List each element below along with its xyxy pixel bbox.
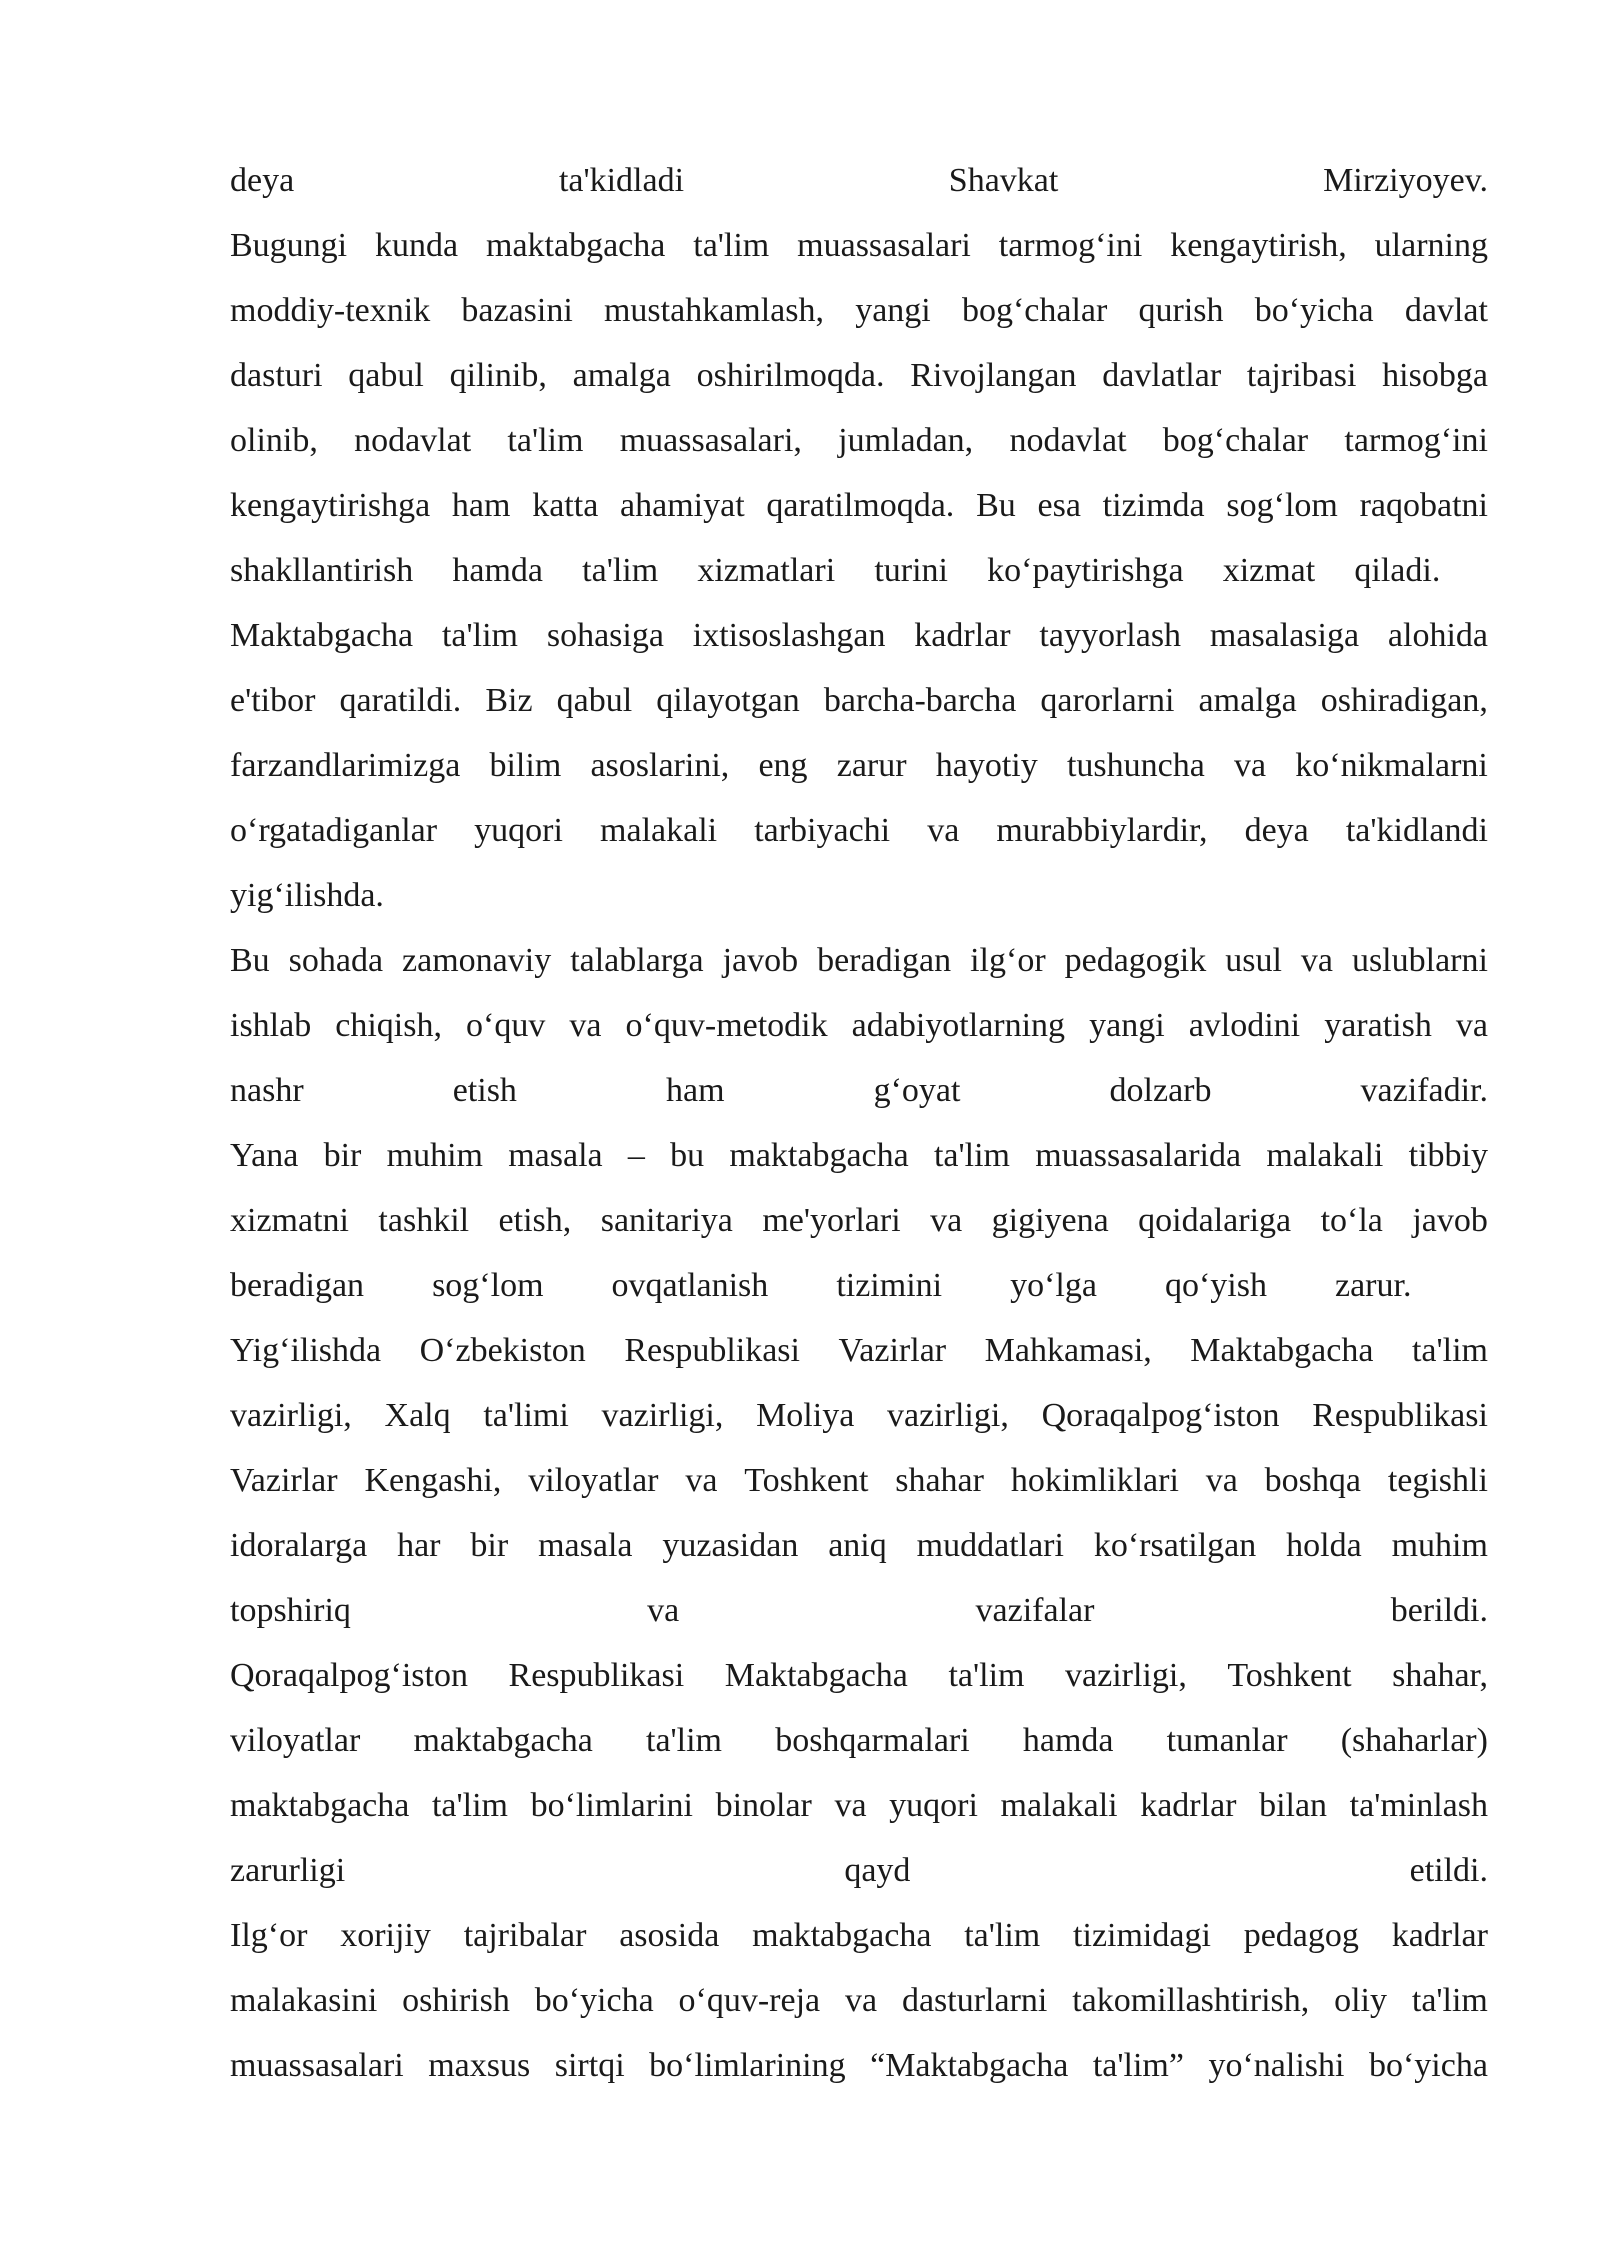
word: ixtisoslashgan: [692, 617, 886, 654]
word: ta'lim: [507, 422, 584, 459]
word: bo‘yicha: [534, 1982, 654, 2019]
word: vazirligi,: [230, 1397, 352, 1434]
word: qiladi.: [1354, 552, 1441, 589]
word: vazirligi,: [1065, 1657, 1187, 1694]
word: talablarga: [570, 942, 704, 979]
word: ham: [666, 1072, 725, 1109]
word: ularning: [1374, 227, 1488, 264]
word: bo‘yicha: [1254, 292, 1374, 329]
word: kengaytirish,: [1170, 227, 1347, 264]
text-line: [230, 1903, 1488, 1968]
word: “Maktabgacha: [870, 2047, 1069, 2084]
word: tarmog‘ini: [1344, 422, 1488, 459]
word: qabul: [348, 357, 424, 394]
word: shahar: [895, 1462, 984, 1499]
text-line: [230, 148, 1488, 213]
word: va: [685, 1462, 718, 1499]
word: maktabgacha: [752, 1917, 932, 1954]
word: amalga: [1198, 682, 1297, 719]
text-line: [230, 473, 1488, 538]
text-line: [230, 278, 1488, 343]
word: qurish: [1138, 292, 1224, 329]
word: ta'lim: [964, 1917, 1041, 1954]
word: Maktabgacha: [1190, 1332, 1374, 1369]
word: oshirish: [402, 1982, 510, 2019]
text-line: [230, 1838, 1488, 1903]
word: oshirilmoqda.: [696, 357, 885, 394]
word: va: [1455, 1007, 1488, 1044]
word: ta'lim: [933, 1137, 1010, 1174]
word: boshqarmalari: [775, 1722, 970, 1759]
word: bir: [470, 1527, 509, 1564]
word: dasturlarni: [901, 1982, 1048, 2019]
word: ta'lim: [693, 227, 770, 264]
text-line: [230, 1123, 1488, 1188]
word: kunda: [375, 227, 459, 264]
word: Respublikasi: [624, 1332, 800, 1369]
word: nashr: [230, 1072, 304, 1109]
word: yangi: [1089, 1007, 1165, 1044]
word: tajribasi: [1246, 357, 1357, 394]
word: xorijiy: [340, 1917, 431, 1954]
text-line: [230, 213, 1488, 278]
word: etish,: [498, 1202, 572, 1239]
word: va: [834, 1787, 867, 1824]
text-line: [230, 668, 1488, 733]
word: jumladan,: [838, 422, 974, 459]
word: e'tibor: [230, 682, 316, 719]
word: xizmatlari: [697, 552, 836, 589]
word: vazirligi,: [887, 1397, 1009, 1434]
text-line: [230, 408, 1488, 473]
word: o‘quv-metodik: [625, 1007, 828, 1044]
word: masala: [538, 1527, 633, 1564]
word: turini: [874, 552, 948, 589]
word: yuzasidan: [662, 1527, 799, 1564]
word: ishlab: [230, 1007, 312, 1044]
word: yo‘lga: [1010, 1267, 1097, 1304]
word: ta'limi: [483, 1397, 569, 1434]
word: Kengashi,: [364, 1462, 502, 1499]
word: farzandlarimizga: [230, 747, 461, 784]
word: O‘zbekiston: [419, 1332, 586, 1369]
word: yangi: [855, 292, 931, 329]
word: Biz: [485, 682, 533, 719]
word: deya: [230, 162, 295, 199]
word: ko‘nikmalarni: [1295, 747, 1488, 784]
word: pedagog: [1243, 1917, 1359, 1954]
word: ta'lim: [1411, 1982, 1488, 2019]
word: qayd: [844, 1852, 911, 1889]
text-line: [230, 1513, 1488, 1578]
word: zamonaviy: [402, 942, 552, 979]
word: Yig‘ilishda: [230, 1332, 382, 1369]
word: tarbiyachi: [754, 812, 891, 849]
word: pedagogik: [1064, 942, 1207, 979]
word: adabiyotlarning: [851, 1007, 1066, 1044]
trailing-space: [1479, 1253, 1488, 1318]
word: kadrlar: [1140, 1787, 1237, 1824]
word: va: [1205, 1462, 1238, 1499]
word: Rivojlangan: [910, 357, 1077, 394]
word: sog‘lom: [1226, 487, 1338, 524]
text-line: [230, 1448, 1488, 1513]
word: o‘quv-reja: [678, 1982, 821, 2019]
text-line: [230, 798, 1488, 863]
word: va: [1233, 747, 1267, 784]
word: xizmatni: [230, 1202, 349, 1239]
word: ahamiyat: [620, 487, 745, 524]
text-line: [230, 1188, 1488, 1253]
word: katta: [532, 487, 599, 524]
word: yuqori: [889, 1787, 978, 1824]
word: tizimini: [836, 1267, 943, 1304]
word: va: [647, 1592, 680, 1629]
word: Respublikasi: [508, 1657, 685, 1694]
text-line: [230, 1383, 1488, 1448]
word: asoslarini,: [590, 747, 730, 784]
word: aniq: [828, 1527, 887, 1564]
word: ham: [451, 487, 511, 524]
word: dasturi: [230, 357, 323, 394]
word: Toshkent: [744, 1462, 869, 1499]
text-line: [230, 1773, 1488, 1838]
word: ta'lim: [1411, 1332, 1488, 1369]
text-line: [230, 1253, 1488, 1318]
word: qilinib,: [449, 357, 547, 394]
word: yuqori: [474, 812, 563, 849]
word: kadrlar: [1391, 1917, 1488, 1954]
word: muhim: [386, 1137, 483, 1174]
text-line: [230, 343, 1488, 408]
word: javob: [1412, 1202, 1488, 1239]
word: muddatlari: [916, 1527, 1064, 1564]
word: qo‘yish: [1164, 1267, 1267, 1304]
word: Bu: [230, 942, 270, 979]
word: sohada: [288, 942, 384, 979]
word: bir: [323, 1137, 362, 1174]
word: muassasalari: [230, 2047, 404, 2084]
word: eng: [758, 747, 808, 784]
word: Yana: [230, 1137, 299, 1174]
word: malakali: [1000, 1787, 1118, 1824]
word: uslublarni: [1351, 942, 1488, 979]
word: muassasalari: [797, 227, 971, 264]
word: Vazirlar: [838, 1332, 947, 1369]
text-line: [230, 733, 1488, 798]
word: vazifalar: [975, 1592, 1095, 1629]
word: avlodini: [1188, 1007, 1301, 1044]
word: kengaytirishga: [230, 487, 431, 524]
word: masalasiga: [1209, 617, 1360, 654]
word: chiqish,: [335, 1007, 442, 1044]
word: beradigan: [230, 1267, 365, 1304]
word: shakllantirish: [230, 552, 414, 589]
word: tayyorlash: [1039, 617, 1182, 654]
word: Shavkat: [948, 162, 1059, 199]
word: va: [930, 1202, 963, 1239]
word: olinib,: [230, 422, 318, 459]
word: amalga: [572, 357, 671, 394]
word: ta'lim: [441, 617, 518, 654]
word: mustahkamlash,: [603, 292, 825, 329]
word: bu: [670, 1137, 705, 1174]
text-line: [230, 2033, 1488, 2098]
word: boshqa: [1264, 1462, 1361, 1499]
word: tajribalar: [463, 1917, 587, 1954]
word: usul: [1225, 942, 1282, 979]
word: takomillashtirish,: [1072, 1982, 1310, 2019]
word: alohida: [1387, 617, 1488, 654]
word: hamda: [452, 552, 543, 589]
word: javob: [722, 942, 799, 979]
word: holda: [1286, 1527, 1362, 1564]
word: ta'kidlandi: [1345, 812, 1488, 849]
word: maktabgacha: [230, 1787, 410, 1824]
text-line: yig‘ilishda.: [230, 877, 384, 914]
word: bilan: [1259, 1787, 1328, 1824]
word: topshiriq: [230, 1592, 351, 1629]
word: bilim: [489, 747, 562, 784]
word: barcha-barcha: [823, 682, 1017, 719]
text-line: [230, 1058, 1488, 1123]
text-line: [230, 603, 1488, 668]
word: maktabgacha: [413, 1722, 593, 1759]
word: Respublikasi: [1312, 1397, 1488, 1434]
word: ta'lim: [582, 552, 659, 589]
word: sanitariya: [600, 1202, 733, 1239]
word: bo‘limlarining: [649, 2047, 846, 2084]
word: sohasiga: [546, 617, 664, 654]
word: vazifadir.: [1360, 1072, 1488, 1109]
word: qabul: [556, 682, 633, 719]
word: Ilg‘or: [230, 1917, 308, 1954]
trailing-space: [1479, 538, 1488, 603]
word: asosida: [619, 1917, 720, 1954]
word: (shaharlar): [1340, 1722, 1488, 1759]
word: raqobatni: [1359, 487, 1488, 524]
word: qilayotgan: [656, 682, 800, 719]
word: masala: [508, 1137, 603, 1174]
word: Maktabgacha: [724, 1657, 908, 1694]
word: berildi.: [1390, 1592, 1488, 1629]
word: Moliya: [756, 1397, 855, 1434]
word: Xalq: [384, 1397, 451, 1434]
word: ilg‘or: [970, 942, 1046, 979]
word: qarorlarni: [1040, 682, 1175, 719]
word: muhim: [1391, 1527, 1488, 1564]
word: moddiy-texnik: [230, 292, 431, 329]
text-line: [230, 928, 1488, 993]
word: va: [927, 812, 960, 849]
text-line: [230, 1318, 1488, 1383]
word: qaratildi.: [339, 682, 462, 719]
word: bo‘yicha: [1368, 2047, 1488, 2084]
word: hamda: [1022, 1722, 1114, 1759]
word: shahar,: [1392, 1657, 1488, 1694]
word: Qoraqalpog‘iston: [1041, 1397, 1280, 1434]
word: viloyatlar: [528, 1462, 659, 1499]
word: Mahkamasi,: [984, 1332, 1152, 1369]
word: maxsus: [428, 2047, 531, 2084]
word: idoralarga: [230, 1527, 368, 1564]
word: qoidalariga: [1138, 1202, 1292, 1239]
word: tibbiy: [1408, 1137, 1488, 1174]
word: ta'kidladi: [558, 162, 685, 199]
word: bazasini: [461, 292, 573, 329]
word: zarur.: [1335, 1267, 1412, 1304]
word: tarmog‘ini: [998, 227, 1143, 264]
word: me'yorlari: [762, 1202, 901, 1239]
word: davlatlar: [1102, 357, 1222, 394]
word: etish: [452, 1072, 517, 1109]
document-page: [230, 148, 1488, 2098]
word: Maktabgacha: [230, 617, 414, 654]
word: sog‘lom: [432, 1267, 544, 1304]
word: bog‘chalar: [1162, 422, 1309, 459]
word: muassasalari,: [619, 422, 802, 459]
word: g‘oyat: [873, 1072, 961, 1109]
word: maktabgacha: [729, 1137, 909, 1174]
word: ovqatlanish: [611, 1267, 769, 1304]
word: beradigan: [817, 942, 952, 979]
word: har: [397, 1527, 441, 1564]
word: tizimda: [1102, 487, 1205, 524]
word: tashkil: [378, 1202, 470, 1239]
word: gigiyena: [991, 1202, 1109, 1239]
word: murabbiylardir,: [996, 812, 1208, 849]
word: ta'minlash: [1349, 1787, 1488, 1824]
word: ko‘rsatilgan: [1093, 1527, 1257, 1564]
text-line: [230, 1708, 1488, 1773]
word: nodavlat: [354, 422, 472, 459]
word: ta'lim: [948, 1657, 1025, 1694]
text-line: [230, 1968, 1488, 2033]
word: ko‘paytirishga: [987, 552, 1184, 589]
word: Mirziyoyev.: [1323, 162, 1488, 199]
word: Qoraqalpog‘iston: [230, 1657, 468, 1694]
word: vazirligi,: [601, 1397, 724, 1434]
word: Toshkent: [1227, 1657, 1352, 1694]
word: oliy: [1334, 1982, 1388, 2019]
word: malakali: [600, 812, 718, 849]
word: tushuncha: [1066, 747, 1205, 784]
word: davlat: [1404, 292, 1488, 329]
word: hisobga: [1382, 357, 1488, 394]
word: yaratish: [1324, 1007, 1432, 1044]
word: tegishli: [1387, 1462, 1488, 1499]
word: malakasini: [230, 1982, 378, 2019]
word: nodavlat: [1009, 422, 1127, 459]
word: hokimliklari: [1010, 1462, 1179, 1499]
word: ta'lim”: [1092, 2047, 1184, 2084]
word: muassasalarida: [1035, 1137, 1242, 1174]
word: tumanlar: [1166, 1722, 1288, 1759]
word: esa: [1037, 487, 1081, 524]
word: Vazirlar: [230, 1462, 338, 1499]
word: bog‘chalar: [961, 292, 1108, 329]
word: etildi.: [1409, 1852, 1488, 1889]
word: kadrlar: [914, 617, 1011, 654]
word: dolzarb: [1109, 1072, 1212, 1109]
word: Bugungi: [230, 227, 348, 264]
word: bo‘limlarini: [530, 1787, 693, 1824]
text-line: [230, 1578, 1488, 1643]
word: binolar: [715, 1787, 812, 1824]
word: xizmat: [1222, 552, 1316, 589]
word: –: [627, 1137, 645, 1174]
word: malakali: [1266, 1137, 1384, 1174]
word: ta'lim: [431, 1787, 508, 1824]
word: sirtqi: [554, 2047, 625, 2084]
word: ta'lim: [646, 1722, 723, 1759]
word: va: [1300, 942, 1333, 979]
word: to‘la: [1320, 1202, 1383, 1239]
word: oshiradigan,: [1320, 682, 1488, 719]
word: tizimidagi: [1073, 1917, 1211, 1954]
word: va: [569, 1007, 602, 1044]
word: deya: [1244, 812, 1309, 849]
word: zarur: [836, 747, 907, 784]
word: va: [844, 1982, 878, 2019]
word: maktabgacha: [486, 227, 666, 264]
word: o‘quv: [466, 1007, 546, 1044]
text-line: [230, 1643, 1488, 1708]
word: zarurligi: [230, 1852, 346, 1889]
word: qaratilmoqda.: [766, 487, 955, 524]
word: Bu: [976, 487, 1016, 524]
text-line: [230, 538, 1488, 603]
text-line: [230, 993, 1488, 1058]
word: o‘rgatadiganlar: [230, 812, 438, 849]
word: hayotiy: [935, 747, 1038, 784]
word: viloyatlar: [230, 1722, 361, 1759]
word: yo‘nalishi: [1208, 2047, 1345, 2084]
